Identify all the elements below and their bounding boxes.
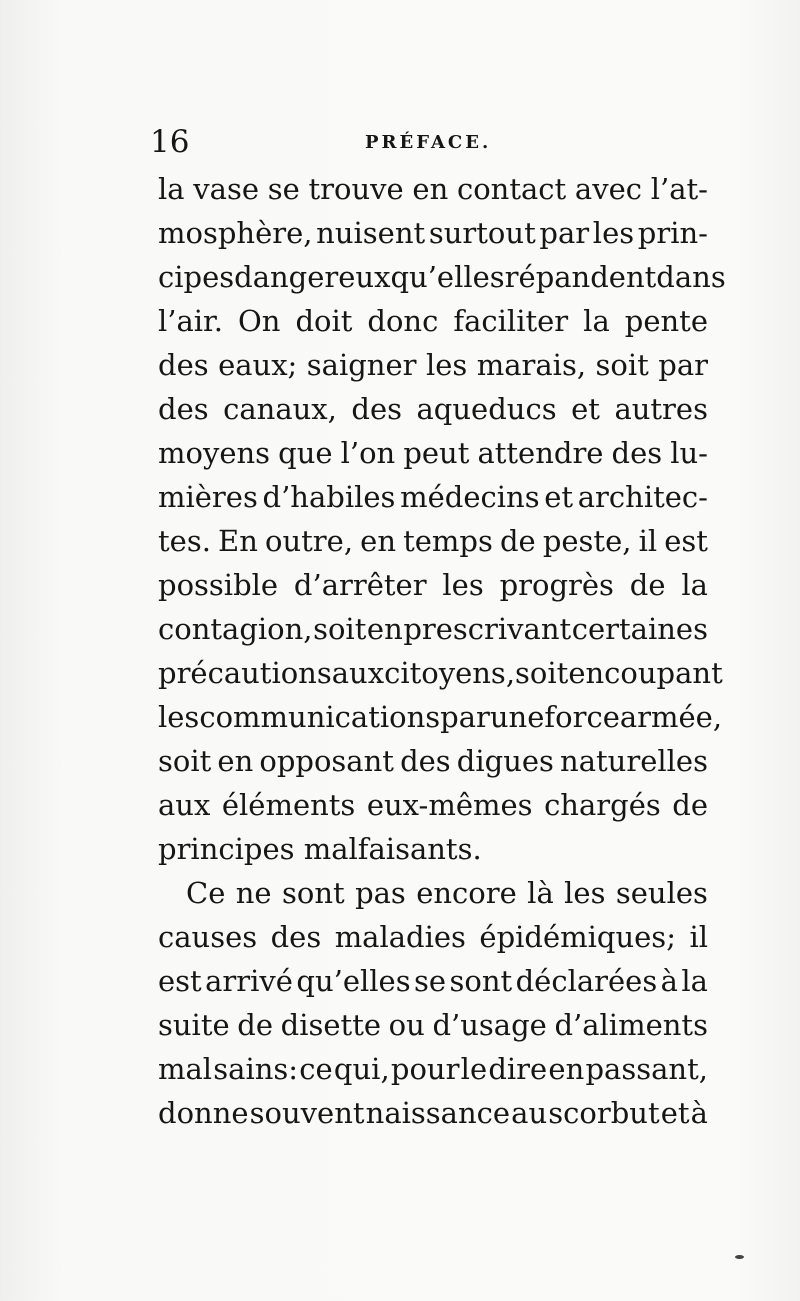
text-line: tes. En outre, en temps de peste, il est xyxy=(158,524,708,558)
text-line: des eaux; saigner les marais, soit par xyxy=(158,348,708,382)
text-line: mosphère, nuisent surtout par les prin- xyxy=(158,216,708,250)
body-text xyxy=(158,167,726,1135)
text-line: donne souvent naissance au scorbut et à xyxy=(158,1096,708,1130)
text-line: moyens que l’on peut attendre des lu- xyxy=(158,436,708,470)
page-number: 16 xyxy=(150,124,190,160)
text-line: mières d’habiles médecins et architec- xyxy=(158,480,708,514)
text-line: les communications par une force armée, xyxy=(158,700,723,734)
text-line: aux éléments eux-mêmes chargés de xyxy=(158,788,708,822)
text-line: mal sains: ce qui, pour le dire en passant, xyxy=(158,1052,708,1086)
text-line: causes des maladies épidémiques; il xyxy=(158,920,708,954)
text-line: cipes dangereux qu’elles répandent dans xyxy=(158,260,726,294)
text-line: l’air. On doit donc faciliter la pente xyxy=(158,304,708,338)
ink-spot xyxy=(735,1255,744,1259)
text-line: précautions aux citoyens, soit en coupant xyxy=(158,656,723,690)
text-line: principes malfaisants. xyxy=(158,832,482,866)
text-line: Ce ne sont pas encore là les seules xyxy=(186,876,708,910)
text-line: la vase se trouve en contact avec l’at- xyxy=(158,172,708,206)
text-line: soit en opposant des digues naturelles xyxy=(158,744,708,778)
text-line: est arrivé qu’elles se sont déclarées à la xyxy=(158,964,708,998)
running-head xyxy=(150,122,710,162)
text-line: possible d’arrêter les progrès de la xyxy=(158,568,708,602)
running-title: PRÉFACE. xyxy=(365,132,492,153)
text-line: contagion, soit en prescrivant certaines xyxy=(158,612,708,646)
text-line: des canaux, des aqueducs et autres xyxy=(158,392,708,426)
text-line: suite de disette ou d’usage d’aliments xyxy=(158,1008,708,1042)
